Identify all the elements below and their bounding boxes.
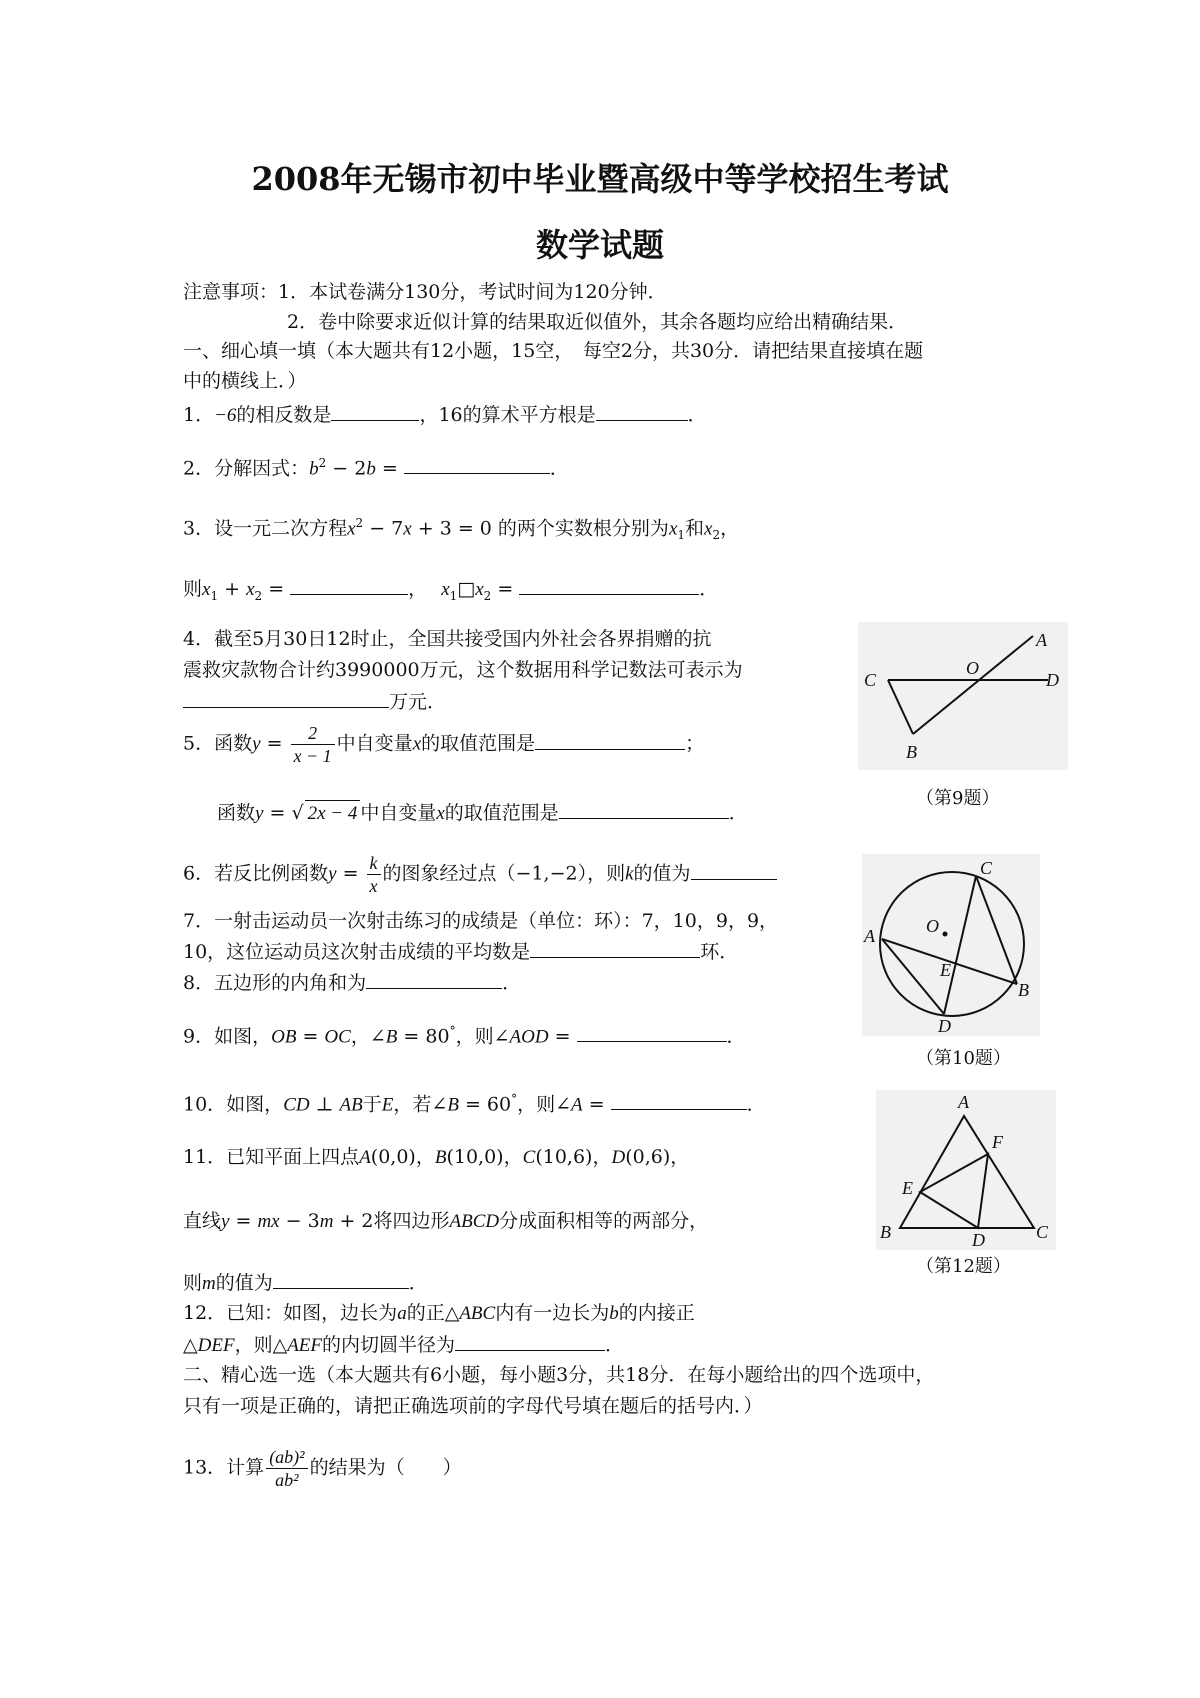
q3-blank-1[interactable]	[290, 576, 408, 595]
q12-tri: △	[183, 1334, 198, 1356]
question-5-line2: 函数y = √ 2x − 4 中自变量x的取值范围是 ．	[217, 800, 748, 827]
q10-then: ，则	[517, 1093, 556, 1116]
q5-blank-1[interactable]	[535, 731, 685, 750]
figure-10-caption: （第10题）	[916, 1048, 1011, 1069]
q11-minus: − 3	[279, 1210, 320, 1232]
q3-r-plus: +	[218, 578, 247, 600]
q5-den: x − 1	[293, 746, 332, 766]
q11-m2: m	[202, 1273, 216, 1294]
q11-c-coord: (10,6)	[535, 1146, 593, 1168]
q3-r-x1: x	[202, 579, 211, 600]
question-11-line1	[183, 1144, 689, 1171]
question-10	[183, 1086, 766, 1118]
fig9-label-o: O	[966, 658, 979, 678]
q1-text: 的相反数是	[236, 404, 332, 426]
question-13	[183, 1446, 462, 1491]
q9-text: 9．如图，	[183, 1025, 272, 1048]
q3-text: 3．设一元二次方程	[183, 517, 348, 540]
q12-b: b	[609, 1303, 619, 1324]
question-7-line2	[183, 939, 738, 965]
q5-t2: 的取值范围是	[421, 732, 536, 755]
q3-xb: x	[704, 518, 713, 540]
q1-text-2: ，16的算术平方根是	[419, 404, 596, 426]
q9-eq2: =	[548, 1025, 577, 1048]
q10-e: E	[381, 1094, 394, 1116]
q3-x2: x	[403, 518, 412, 540]
q10-ab: AB	[339, 1094, 363, 1116]
question-3	[183, 510, 739, 548]
q1-number: 1．	[183, 404, 215, 426]
q5-t1: 中自变量	[336, 732, 413, 755]
q9-then: ，则	[455, 1025, 494, 1048]
q12-text: 12．已知：如图，边长为	[183, 1302, 398, 1324]
q3-exp: 2	[355, 516, 364, 530]
page-title: 2008年无锡市初中毕业暨高级中等学校招生考试	[251, 160, 949, 198]
q10-cd: CD	[283, 1094, 310, 1116]
q11-d: D	[611, 1147, 626, 1168]
q2-var-2: b	[366, 458, 376, 480]
q11-c: C	[522, 1147, 536, 1168]
q3-t1: − 7	[363, 517, 404, 540]
q10-value: = 60	[458, 1093, 512, 1116]
q10-text: 10．如图，	[183, 1093, 284, 1116]
fig9-label-b: B	[906, 742, 917, 762]
fig10-label-d: D	[938, 1016, 951, 1036]
q10-blank[interactable]	[611, 1091, 747, 1110]
question-7-line1: 7．一射击运动员一次射击练习的成绩是（单位：环）：7，10，9，9，	[183, 910, 779, 932]
q7-blank[interactable]	[530, 939, 700, 958]
question-8	[183, 970, 521, 996]
q11-a-coord: (0,0)	[370, 1146, 416, 1168]
q11-c1: ，	[415, 1146, 435, 1168]
q3-r-x2b: x	[475, 579, 484, 600]
note-1: 1．本试卷满分130分，考试时间为120分钟．	[278, 281, 667, 303]
q11-a: A	[359, 1147, 371, 1168]
q3-r-s2b: 2	[483, 588, 492, 603]
section1-header-line2: 中的横线上．）	[183, 370, 307, 392]
q13-text: 13．计算	[183, 1456, 265, 1479]
fig12-label-a: A	[958, 1092, 969, 1112]
triangle-abc	[900, 1116, 1034, 1228]
q11-c3: ，	[592, 1146, 612, 1168]
q6-t2: 的值为	[633, 862, 691, 885]
fig12-label-e: E	[902, 1178, 913, 1198]
fig9-label-d: D	[1046, 670, 1059, 690]
q6-den: x	[369, 876, 378, 896]
center-point-o	[943, 932, 948, 937]
q11-m: m	[319, 1211, 334, 1232]
q11-line: 直线	[183, 1210, 222, 1232]
q3-x: x	[347, 518, 356, 540]
q10-if: ，若	[393, 1093, 432, 1116]
fig10-label-c: C	[980, 858, 993, 878]
question-4-line3	[183, 689, 446, 715]
q12-aef: AEF	[287, 1335, 323, 1356]
q5-x2: x	[436, 803, 445, 824]
q11-t3: 分成面积相等的两部分，	[499, 1210, 709, 1232]
q3-blank-2[interactable]	[519, 576, 699, 595]
figure-9-caption: （第9题）	[916, 788, 1000, 809]
q5-y: y	[252, 733, 261, 755]
q11-eq: =	[229, 1210, 258, 1232]
q5-t4: 中自变量	[360, 802, 437, 824]
question-4-line2: 震救灾款物合计约3990000万元，这个数据用科学记数法可表示为	[183, 659, 743, 681]
q12-a: a	[397, 1303, 407, 1324]
q6-k: k	[625, 863, 634, 885]
q6-y: y	[328, 863, 337, 885]
q4-blank[interactable]	[183, 689, 389, 708]
figure-12	[876, 1090, 1056, 1250]
q11-b-coord: (10,0)	[446, 1146, 504, 1168]
triangle-def	[920, 1154, 988, 1228]
question-12-line1	[183, 1300, 695, 1327]
q9-end: ．	[726, 1025, 746, 1048]
question-3-answers	[183, 576, 718, 609]
q12-t2: 的正△	[406, 1302, 460, 1324]
fig12-label-b: B	[880, 1222, 891, 1242]
fig10-label-b: B	[1018, 980, 1029, 1000]
q3-and: 和	[685, 517, 705, 540]
q9-eq: =	[296, 1025, 325, 1048]
q12-abc: ABC	[459, 1303, 496, 1324]
q11-end: ．	[408, 1272, 428, 1294]
question-5-line1	[183, 722, 704, 767]
chord-cd	[944, 876, 976, 1014]
fig10-label-e: E	[940, 960, 951, 980]
q6-blank[interactable]	[691, 861, 777, 880]
question-11-line3	[183, 1270, 428, 1297]
q11-b: B	[434, 1147, 447, 1168]
q9-oc: OC	[324, 1026, 351, 1048]
question-6	[183, 852, 777, 897]
q5-eq2: =	[263, 802, 292, 824]
question-12-line2	[183, 1332, 624, 1359]
question-2	[183, 450, 569, 482]
q6-fraction	[367, 852, 381, 897]
q12-t5: ，则△	[234, 1334, 288, 1356]
q12-def: DEF	[197, 1335, 235, 1356]
figure-9	[858, 622, 1068, 770]
line-ba	[913, 636, 1033, 734]
q5-t3: 函数	[217, 802, 256, 824]
q5-x: x	[412, 733, 422, 755]
q2-exp: 2	[318, 456, 327, 470]
q2-eq: =	[375, 457, 404, 480]
q9-blank[interactable]	[577, 1023, 727, 1042]
segment-cb	[888, 680, 913, 734]
page-subtitle: 数学试题	[535, 226, 664, 264]
q6-t1: 的图象经过点（−1,−2），则	[382, 862, 626, 885]
q3-s1: 1	[677, 528, 686, 543]
question-1	[183, 402, 707, 429]
fig12-label-d: D	[972, 1230, 985, 1250]
q13-den: ab²	[275, 1470, 299, 1490]
q1-value: −6	[214, 405, 237, 426]
q3-r-box: □	[457, 578, 476, 600]
q11-mx: mx	[257, 1211, 280, 1232]
q11-text: 11．已知平面上四点	[183, 1146, 360, 1168]
fig10-label-a: A	[864, 926, 875, 946]
notes-label: 注意事项：	[183, 281, 279, 303]
q5-blank-2[interactable]	[559, 800, 729, 819]
q10-angle-b: ∠B	[431, 1094, 459, 1116]
fig9-label-c: C	[864, 670, 877, 690]
q10-degree: °	[511, 1092, 518, 1106]
q13-fraction	[266, 1446, 307, 1491]
q8-text: 8．五边形的内角和为	[183, 972, 367, 994]
q9-angle-b: ∠B	[369, 1026, 398, 1048]
q1-blank-2[interactable]	[596, 402, 688, 421]
fig10-label-o: O	[926, 916, 939, 936]
q11-d-coord: (0,6)	[625, 1146, 671, 1168]
question-11-line2	[183, 1208, 708, 1235]
q3-t3: 的两个实数根分别为	[491, 517, 669, 540]
q2-op: − 2	[326, 457, 367, 480]
q13-num: (ab)²	[266, 1446, 307, 1469]
q2-end: ．	[549, 457, 569, 480]
q10-eq: =	[582, 1093, 611, 1116]
q5-semi: ；	[685, 732, 705, 755]
section2-header-line2: 只有一项是正确的，请把正确选项前的字母代号填在题后的括号内．）	[183, 1395, 763, 1417]
q11-plus: + 2	[333, 1210, 374, 1232]
q2-var: b	[309, 458, 319, 480]
chord-cb	[976, 876, 1017, 984]
q3-r-s1b: 1	[449, 588, 458, 603]
q5-num: 2	[291, 722, 335, 745]
section2-header-line1: 二、精心选一选（本大题共有6小题，每小题3分，共18分．在每小题给出的四个选项中，	[183, 1364, 935, 1386]
question-4-line1: 4．截至5月30日12时止，全国共接受国内外社会各界捐赠的抗	[183, 628, 712, 650]
notes-line-1	[183, 279, 667, 305]
q3-r-s2: 2	[254, 588, 263, 603]
q10-end: ．	[746, 1093, 766, 1116]
q8-end: ．	[502, 972, 522, 994]
q5-fraction	[291, 722, 335, 767]
q3-r-end: ．	[699, 578, 719, 600]
q10-perp: ⊥	[309, 1093, 340, 1116]
q9-comma: ，	[350, 1025, 370, 1048]
figure-9-diagram	[858, 622, 1068, 770]
q3-r-s1: 1	[210, 588, 219, 603]
q10-at: 于	[362, 1093, 382, 1116]
q12-end: ．	[605, 1334, 625, 1356]
q7-text: 10，这位运动员这次射击成绩的平均数是	[183, 941, 531, 963]
q3-r-eq2: =	[491, 578, 520, 600]
q12-t6: 的内切圆半径为	[322, 1334, 456, 1356]
q2-blank[interactable]	[404, 455, 550, 474]
q3-r-eq: =	[262, 578, 291, 600]
q11-c2: ，	[503, 1146, 523, 1168]
section1-header-line1: 一、细心填一填（本大题共有12小题，15空， 每空2分，共30分．请把结果直接填在题	[183, 340, 924, 362]
q11-t2: 将四边形	[373, 1210, 450, 1232]
figure-10-diagram	[862, 854, 1040, 1036]
q11-abcd: ABCD	[449, 1211, 500, 1232]
q8-blank[interactable]	[366, 970, 502, 989]
question-9	[183, 1018, 746, 1050]
q2-text: 2．分解因式：	[183, 457, 310, 480]
q6-eq: =	[336, 862, 365, 885]
q4-unit: 万元．	[389, 691, 447, 713]
q1-blank-1[interactable]	[331, 402, 419, 421]
q7-unit: 环．	[700, 941, 739, 963]
q11-c4: ，	[670, 1146, 690, 1168]
q5-y2: y	[255, 803, 264, 824]
q9-angle-aod: ∠AOD	[493, 1026, 549, 1048]
q3-t2: + 3 = 0	[411, 517, 492, 540]
q5-text: 5．函数	[183, 732, 253, 755]
q9-ob: OB	[271, 1026, 297, 1048]
figure-12-caption: （第12题）	[916, 1256, 1011, 1277]
fig12-label-c: C	[1036, 1222, 1049, 1242]
q9-value: = 80	[397, 1025, 450, 1048]
q3-r-comma: ，	[408, 578, 428, 600]
q3-x1: x	[668, 518, 678, 540]
q3-then: 则	[183, 578, 203, 600]
q3-r-x1b: x	[441, 579, 450, 600]
figure-12-diagram	[876, 1090, 1056, 1250]
q11-y: y	[221, 1211, 230, 1232]
q13-t2: 的结果为（ ）	[309, 1456, 462, 1479]
q3-comma: ，	[720, 517, 740, 540]
q5-eq: =	[260, 732, 289, 755]
q11-t4: 的值为	[215, 1272, 273, 1294]
q3-s2: 2	[712, 528, 721, 543]
q5-end: ．	[728, 802, 748, 824]
q5-t5: 的取值范围是	[444, 802, 559, 824]
q6-text: 6．若反比例函数	[183, 862, 329, 885]
fig12-label-f: F	[992, 1132, 1003, 1152]
q10-angle-a: ∠A	[555, 1094, 583, 1116]
fig9-label-a: A	[1036, 630, 1047, 650]
q12-t4: 的内接正	[618, 1302, 695, 1324]
note-2: 2．卷中除要求近似计算的结果取近似值外，其余各题均应给出精确结果．	[287, 311, 908, 333]
q5-sqrt: 2x − 4	[305, 800, 361, 827]
figure-10	[862, 854, 1040, 1036]
q9-degree: °	[449, 1024, 456, 1038]
q11-then: 则	[183, 1272, 203, 1294]
q12-blank[interactable]	[455, 1332, 605, 1351]
q6-num: k	[367, 852, 381, 875]
q1-end: ．	[687, 404, 707, 426]
q12-t3: 内有一边长为	[495, 1302, 610, 1324]
q3-r-x2: x	[246, 579, 255, 600]
q11-blank[interactable]	[273, 1270, 409, 1289]
